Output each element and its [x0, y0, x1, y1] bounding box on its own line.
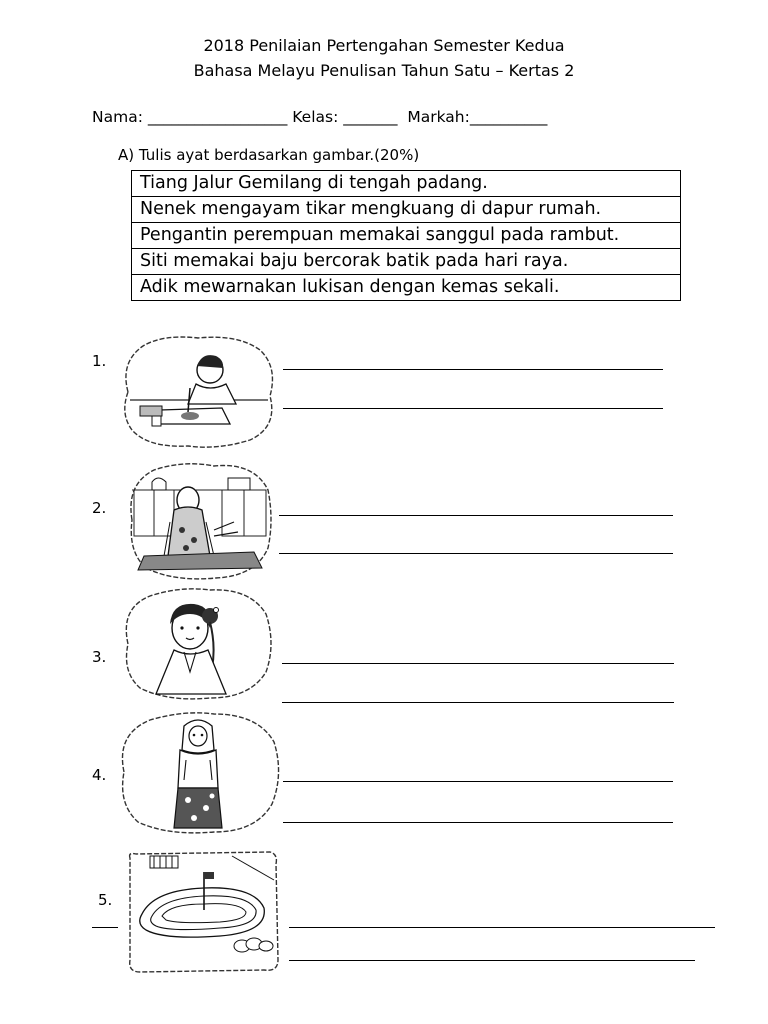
page-title-line-2: Bahasa Melayu Penulisan Tahun Satu – Kertas 2: [193, 61, 575, 80]
answer-line[interactable]: [282, 663, 674, 664]
answer-line[interactable]: [283, 369, 663, 370]
sentence-3: Pengantin perempuan memakai sanggul pada rambut.: [132, 223, 681, 249]
sentence-2: Nenek mengayam tikar mengkuang di dapur rumah.: [132, 197, 681, 223]
grandmother-weaving-mat-in-kitchen: [124, 460, 274, 582]
answer-line[interactable]: [283, 822, 673, 823]
child-coloring-picture: [118, 332, 278, 450]
answer-line[interactable]: [283, 781, 673, 782]
answer-line[interactable]: [279, 515, 673, 516]
answer-line[interactable]: [279, 553, 673, 554]
sentence-row: [132, 275, 681, 301]
question-2-number: 2.: [92, 499, 107, 517]
answer-line[interactable]: [282, 702, 674, 703]
student-info-line: Nama: __________________ Kelas: _______ Markah:__________: [92, 108, 548, 126]
sentence-4: Siti memakai baju bercorak batik pada hari raya.: [132, 249, 681, 275]
section-a-instruction: A) Tulis ayat berdasarkan gambar.(20%): [118, 146, 420, 164]
girl-in-batik-baju: [114, 710, 284, 836]
question-5-number: 5.: [98, 891, 113, 909]
answer-line[interactable]: [92, 927, 118, 928]
flag-pole-in-field: [124, 850, 280, 974]
sentence-row: [132, 223, 681, 249]
answer-line[interactable]: [289, 960, 695, 961]
answer-line[interactable]: [283, 408, 663, 409]
question-3-number: 3.: [92, 648, 107, 666]
sentence-5: Adik mewarnakan lukisan dengan kemas sekali.: [132, 275, 681, 301]
page-title-line-1: 2018 Penilaian Pertengahan Semester Kedua: [203, 36, 565, 55]
sentence-bank-table: [131, 170, 681, 301]
sentence-1: Tiang Jalur Gemilang di tengah padang.: [132, 171, 681, 197]
sentence-row: [132, 171, 681, 197]
question-1-number: 1.: [92, 352, 107, 370]
bride-with-hair-bun: [118, 586, 276, 700]
sentence-row: [132, 197, 681, 223]
sentence-row: [132, 249, 681, 275]
answer-line[interactable]: [289, 927, 715, 928]
question-4-number: 4.: [92, 766, 107, 784]
